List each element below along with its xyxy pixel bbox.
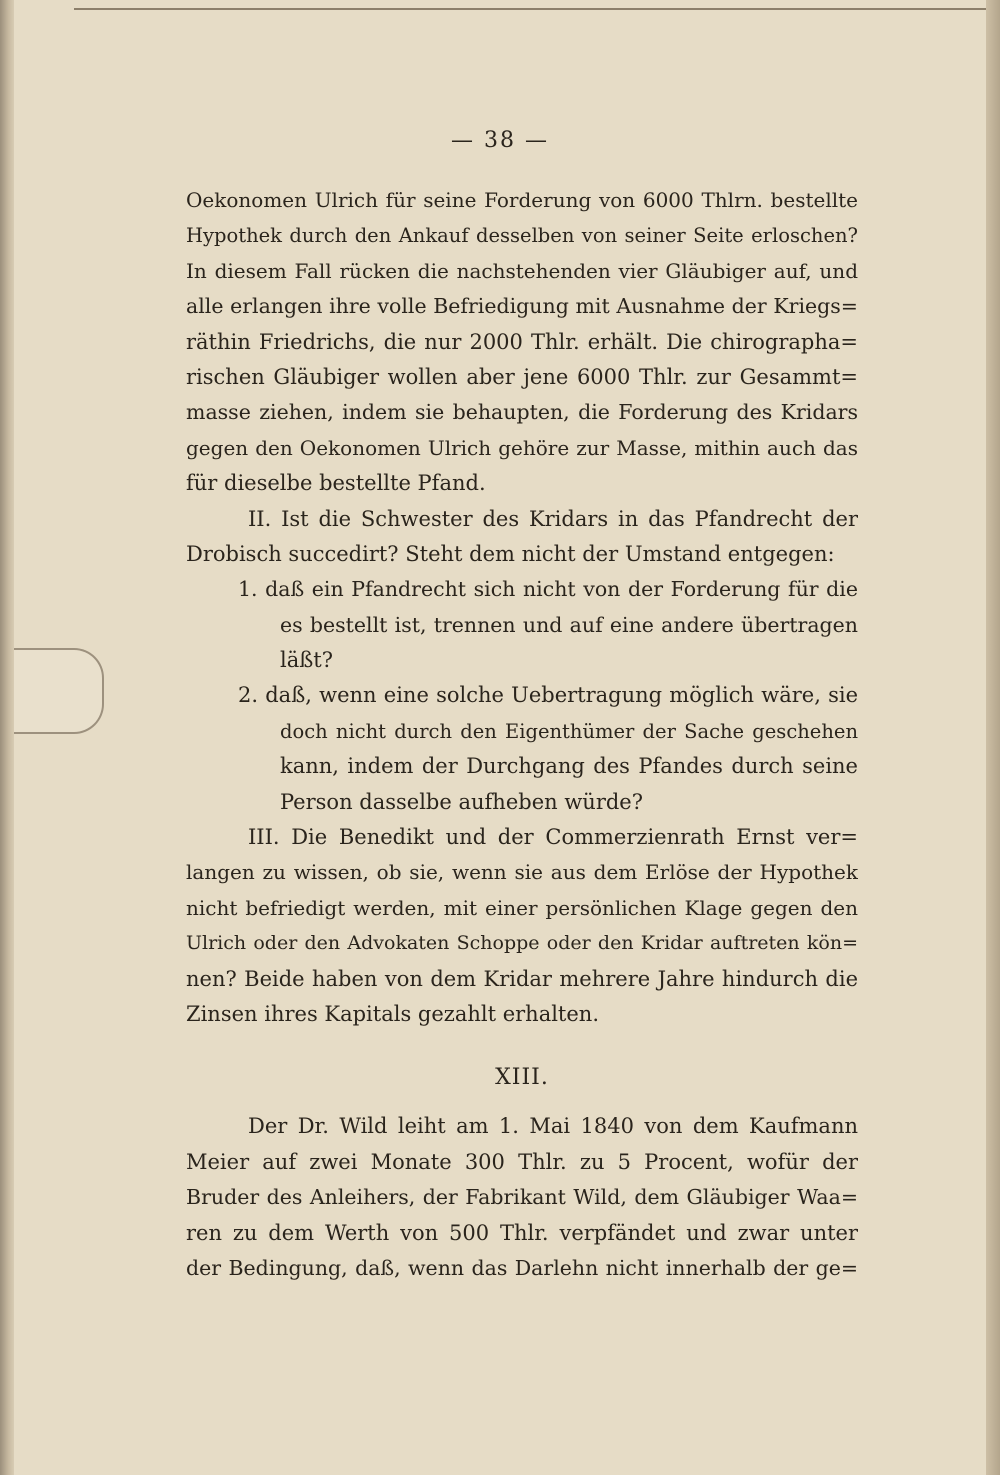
text-line: Oekonomen Ulrich für seine Forderung von 6000 Thlrn. bestellte [186, 188, 858, 212]
page-tab [14, 648, 104, 734]
page-text [186, 183, 858, 1286]
paragraph-2 [186, 502, 858, 573]
text-line: nen? Beide haben von dem Kridar mehrere Jahre hindurch die [186, 966, 858, 991]
text-line: Bruder des Anleihers, der Fabrikant Wild, dem Gläubiger Waa= [186, 1185, 858, 1210]
text-line: Drobisch succedirt? Steht dem nicht der Umstand entgegen: [186, 541, 835, 566]
text-line: alle erlangen ihre volle Befriedigung mit Ausnahme der Kriegs= [186, 294, 858, 319]
list-item-1 [186, 572, 858, 678]
text-line: doch nicht durch den Eigenthümer der Sache geschehen [280, 719, 858, 743]
list-item-2 [186, 678, 858, 820]
paragraph-4 [186, 1109, 858, 1286]
text-line: Person dasselbe aufheben würde? [280, 789, 643, 814]
paragraph-1 [186, 183, 858, 502]
top-rule [74, 0, 986, 10]
text-line: läßt? [280, 648, 333, 673]
text-line: 2. daß, wenn eine solche Uebertragung möglich wäre, sie [238, 683, 858, 708]
text-line: räthin Friedrichs, die nur 2000 Thlr. erhält. Die chirographa= [186, 329, 858, 354]
text-line: ren zu dem Werth von 500 Thlr. verpfändet und zwar unter [186, 1220, 858, 1245]
text-line: masse ziehen, indem sie behaupten, die Forderung des Kridars [186, 400, 858, 425]
text-line: langen zu wissen, ob sie, wenn sie aus dem Erlöse der Hypothek [186, 860, 858, 885]
text-line: Der Dr. Wild leiht am 1. Mai 1840 von dem Kaufmann [248, 1114, 858, 1139]
text-line: der Bedingung, daß, wenn das Darlehn nicht innerhalb der ge= [186, 1255, 858, 1280]
text-line: rischen Gläubiger wollen aber jene 6000 Thlr. zur Gesammt= [186, 364, 858, 389]
text-line: Zinsen ihres Kapitals gezahlt erhalten. [186, 1001, 599, 1026]
text-line: es bestellt ist, trennen und auf eine andere übertragen [280, 612, 858, 637]
text-line: Meier auf zwei Monate 300 Thlr. zu 5 Procent, wofür der [186, 1149, 858, 1174]
text-line: Ulrich oder den Advokaten Schoppe oder den Kridar auftreten kön= [186, 932, 858, 955]
text-line: Hypothek durch den Ankauf desselben von seiner Seite erloschen? [186, 224, 858, 248]
text-line: III. Die Benedikt und der Commerzienrath Ernst ver= [248, 825, 858, 850]
book-edge [0, 0, 15, 1475]
text-line: gegen den Oekonomen Ulrich gehöre zur Masse, mithin auch das [186, 435, 858, 460]
text-line: 1. daß ein Pfandrecht sich nicht von der Forderung für die [238, 577, 858, 602]
text-line: nicht befriedigt werden, mit einer persönlichen Klage gegen den [186, 895, 858, 920]
text-line: In diesem Fall rücken die nachstehenden vier Gläubiger auf, und [186, 258, 858, 283]
paragraph-3 [186, 820, 858, 1032]
text-line: II. Ist die Schwester des Kridars in das Pfandrecht der [248, 506, 858, 531]
page-number: — 38 — [451, 128, 549, 153]
section-heading: XIII. [495, 1065, 549, 1091]
text-line: für dieselbe bestellte Pfand. [186, 471, 486, 496]
text-line: kann, indem der Durchgang des Pfandes durch seine [280, 754, 858, 779]
